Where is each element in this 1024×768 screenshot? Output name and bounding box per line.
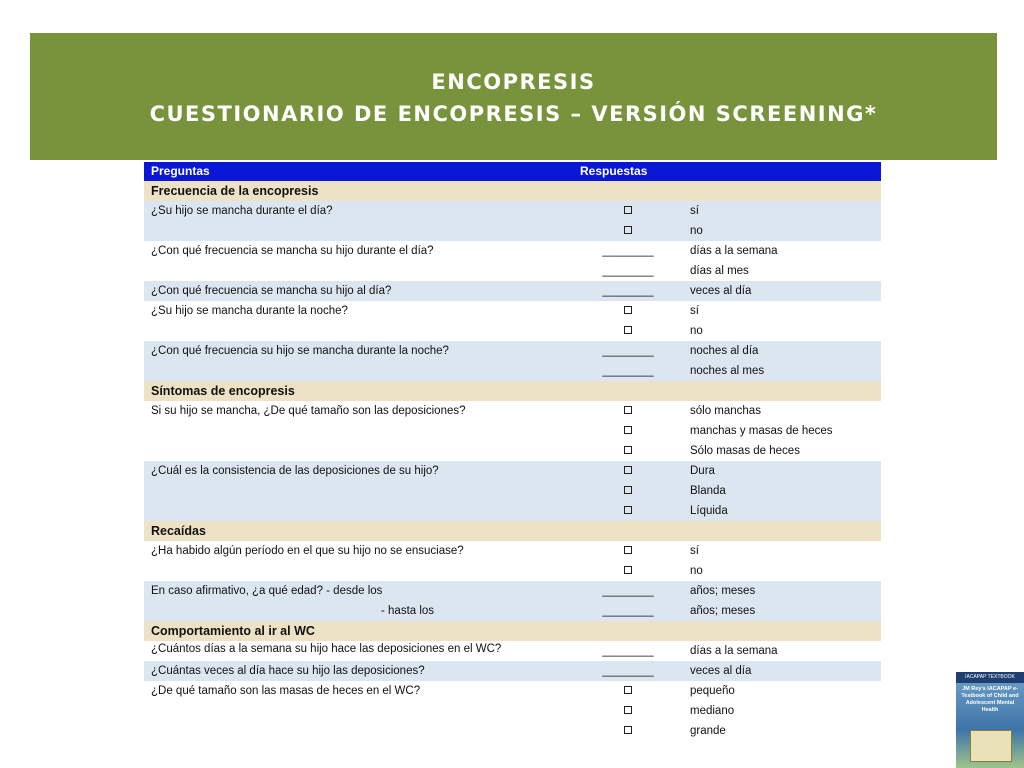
blank-field[interactable]: ________ (578, 641, 678, 661)
checkbox[interactable] (624, 406, 632, 414)
table-row (144, 701, 881, 721)
blank-field[interactable]: ________ (578, 581, 678, 601)
section-title: Frecuencia de la encopresis (144, 181, 881, 201)
checkbox[interactable] (624, 486, 632, 494)
table-row (144, 401, 881, 421)
section-row (144, 181, 881, 201)
header-preguntas: Preguntas (144, 162, 578, 181)
section-title: Síntomas de encopresis (144, 381, 881, 401)
answer-option: Sólo masas de heces (678, 441, 881, 461)
answer-option: grande (678, 721, 881, 741)
checkbox[interactable] (624, 326, 632, 334)
question-text: ¿Su hijo se mancha durante la noche? (144, 301, 578, 321)
blank-field[interactable]: ________ (578, 281, 678, 301)
question-text: Si su hijo se mancha, ¿De qué tamaño son las deposiciones? (144, 401, 578, 421)
answer-option: Líquida (678, 501, 881, 521)
title-banner (30, 33, 997, 160)
slide-title: ENCOPRESIS (431, 70, 596, 94)
checkbox[interactable] (624, 566, 632, 574)
table-row (144, 441, 881, 461)
table-row (144, 641, 881, 661)
answer-option: manchas y masas de heces (678, 421, 881, 441)
table-row (144, 661, 881, 681)
answer-option: sí (678, 201, 881, 221)
blank-field[interactable]: ________ (578, 601, 678, 621)
question-text: ¿Con qué frecuencia se mancha su hijo durante el día? (144, 241, 578, 261)
table-row (144, 241, 881, 261)
table-row (144, 681, 881, 701)
answer-option: pequeño (678, 681, 881, 701)
section-row (144, 381, 881, 401)
answer-option: mediano (678, 701, 881, 721)
answer-option: Dura (678, 461, 881, 481)
checkbox[interactable] (624, 506, 632, 514)
answer-option: veces al día (678, 661, 881, 681)
answer-option: veces al día (678, 281, 881, 301)
checkbox[interactable] (624, 446, 632, 454)
table-row (144, 601, 881, 621)
checkbox[interactable] (624, 726, 632, 734)
answer-option: días a la semana (678, 241, 881, 261)
logo-banner: IACAPAP TEXTBOOK (956, 672, 1024, 683)
checkbox[interactable] (624, 466, 632, 474)
book-icon (970, 730, 1012, 762)
answer-option: sólo manchas (678, 401, 881, 421)
checkbox[interactable] (624, 226, 632, 234)
table-row (144, 561, 881, 581)
table-row (144, 721, 881, 741)
answer-option: noches al mes (678, 361, 881, 381)
answer-option: años; meses (678, 601, 881, 621)
logo-title: JM Rey's IACAPAP e-Textbook of Child and Adolescent Mental Health (961, 686, 1019, 713)
question-text: ¿Con qué frecuencia se mancha su hijo al día? (144, 281, 578, 301)
question-text: ¿Su hijo se mancha durante el día? (144, 201, 578, 221)
table-row (144, 461, 881, 481)
table-row (144, 321, 881, 341)
question-text: En caso afirmativo, ¿a qué edad? - desde los (144, 581, 578, 601)
table-row (144, 301, 881, 321)
answer-option: sí (678, 301, 881, 321)
table-row (144, 501, 881, 521)
blank-field[interactable]: ________ (578, 341, 678, 361)
section-title: Recaídas (144, 521, 881, 541)
answer-option: noches al día (678, 341, 881, 361)
header-respuestas: Respuestas (578, 162, 881, 181)
question-text: ¿Cuál es la consistencia de las deposiciones de su hijo? (144, 461, 578, 481)
blank-field[interactable]: ________ (578, 661, 678, 681)
table-row (144, 581, 881, 601)
question-text: - hasta los (144, 601, 578, 621)
table-row (144, 341, 881, 361)
checkbox[interactable] (624, 546, 632, 554)
slide-subtitle: CUESTIONARIO DE ENCOPRESIS – VERSIÓN SCREENING* (149, 102, 878, 126)
answer-option: no (678, 561, 881, 581)
blank-field[interactable]: ________ (578, 241, 678, 261)
table-row (144, 481, 881, 501)
table-row (144, 261, 881, 281)
answer-option: días al mes (678, 261, 881, 281)
answer-option: no (678, 321, 881, 341)
answer-option: sí (678, 541, 881, 561)
question-text: ¿Cuántas veces al día hace su hijo las deposiciones? (144, 661, 578, 681)
answer-option: años; meses (678, 581, 881, 601)
question-text: ¿De qué tamaño son las masas de heces en el WC? (144, 681, 578, 701)
blank-field[interactable]: ________ (578, 261, 678, 281)
checkbox[interactable] (624, 426, 632, 434)
answer-option: Blanda (678, 481, 881, 501)
question-text: ¿Ha habido algún período en el que su hijo no se ensuciase? (144, 541, 578, 561)
table-row (144, 421, 881, 441)
question-text: ¿Con qué frecuencia su hijo se mancha durante la noche? (144, 341, 578, 361)
answer-option: no (678, 221, 881, 241)
table-row (144, 541, 881, 561)
table-header (144, 162, 881, 181)
blank-field[interactable]: ________ (578, 361, 678, 381)
table-row (144, 221, 881, 241)
answer-option: días a la semana (678, 641, 881, 661)
section-title: Comportamiento al ir al WC (144, 621, 881, 641)
checkbox[interactable] (624, 706, 632, 714)
section-row (144, 521, 881, 541)
question-text: ¿Cuántos días a la semana su hijo hace las deposiciones en el WC? (151, 643, 502, 655)
checkbox[interactable] (624, 306, 632, 314)
section-row (144, 621, 881, 641)
questionnaire-table (144, 162, 881, 741)
checkbox[interactable] (624, 206, 632, 214)
iacapap-textbook-logo (956, 672, 1024, 768)
table-row (144, 281, 881, 301)
table-row (144, 361, 881, 381)
table-row (144, 201, 881, 221)
checkbox[interactable] (624, 686, 632, 694)
